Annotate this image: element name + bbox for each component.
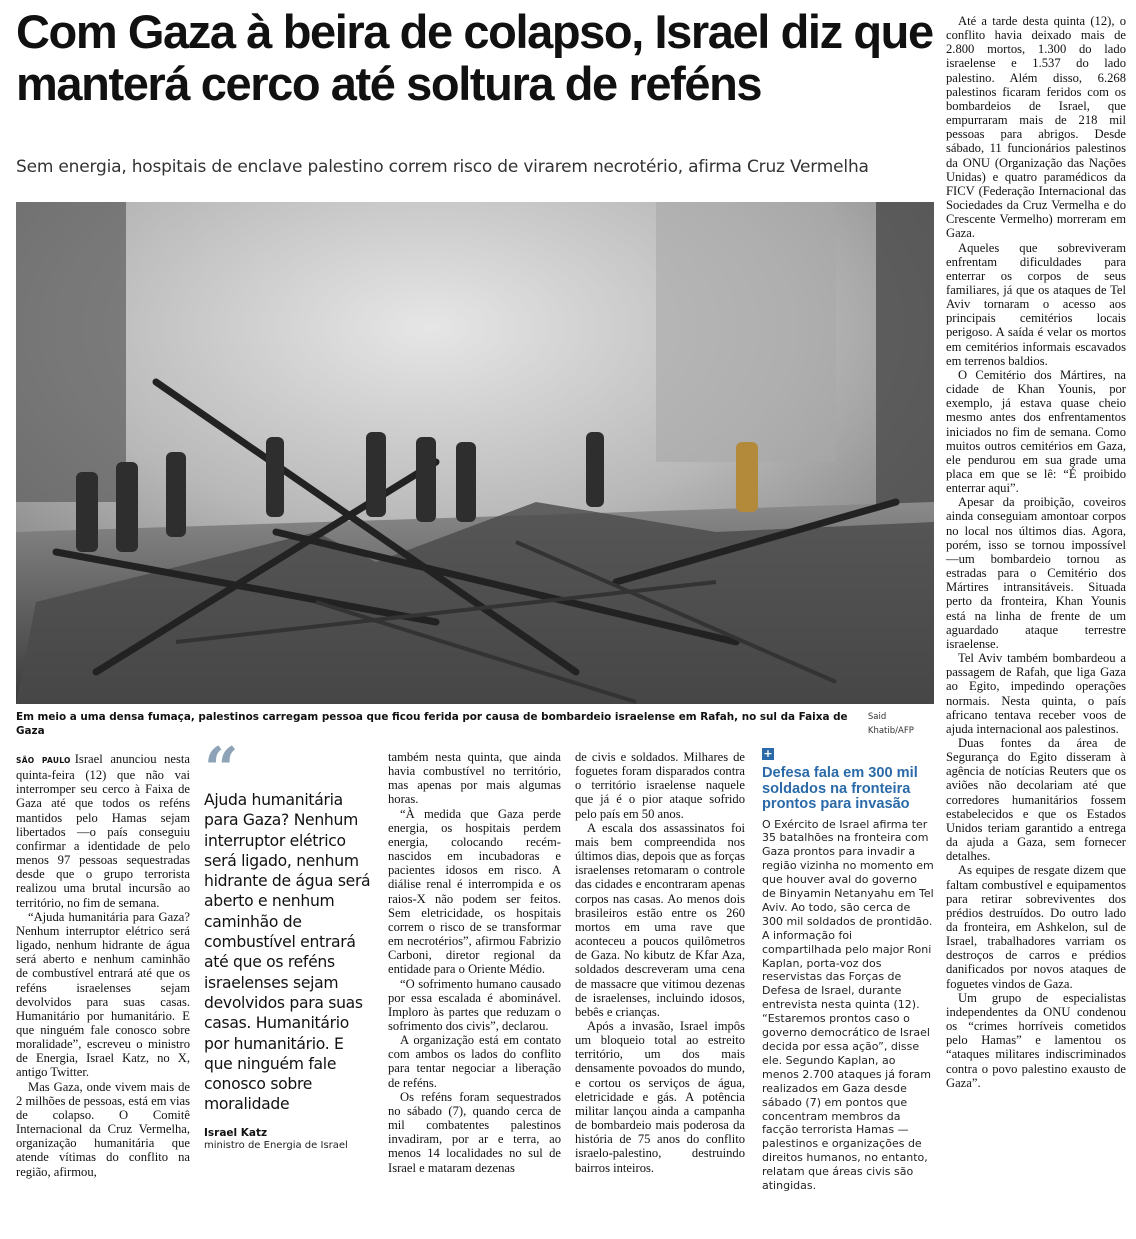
sidebar-box-body: O Exército de Israel afirma ter 35 batalhões na fronteira com Gaza prontos para invadir a região vizinha no momento em que houver aval do governo de Binyamin Netanyahu em Tel Aviv. Ao todo, são cerca de 300 mil soldados de prontidão. A informação foi compartilhada pelo major Roni Kaplan, porta-voz dos reservistas das Forças de Defesa de Israel, durante entrevista nesta quinta (12). “Estaremos prontos caso o governo democrático de Israel decida por essa ação”, disse ele. Segundo Kaplan, ao menos 2.700 ataques já foram realizados em Gaza desde sábado (7) em pontos que concentram membros da facção terrorista Hamas —palestinos e organizações de direitos humanos, no entanto, relatam que áreas civis são atingidas. <box>762 817 934 1193</box>
pull-quote-role: ministro de Energia de Israel <box>204 1139 348 1151</box>
sidebar-box <box>762 748 934 1193</box>
paragraph: Apesar da proibição, coveiros ainda conseguiam amontoar corpos no local nos últimos dias. Agora, porém, isso se tornou impossível —um bombardeio tornou as estradas para o Cemitério dos Mártires intransitáveis. Situada perto da fronteira, Khan Younis está na linha de frente de um aguardado ataque terrestre israelense. <box>946 495 1126 651</box>
article-column-4 <box>575 750 745 1175</box>
headline: Com Gaza à beira de colapso, Israel diz que manterá cerco até soltura de reféns <box>16 5 933 110</box>
paragraph: Mas Gaza, onde vivem mais de 2 milhões de pessoas, está em vias de colapso. O Comitê Internacional da Cruz Vermelha, organização humanitária que atende vítimas do conflito na região, afirmou, <box>16 1079 190 1179</box>
paragraph: Aqueles que sobreviveram enfrentam dificuldades para enterrar os corpos de seus familiares, já que os ataques de Tel Aviv tornaram o acesso aos principais cemitérios locais perigoso. A saída é velar os mortos em cemitérios informais escavados em terrenos baldios. <box>946 240 1126 368</box>
paragraph: Duas fontes da área de Segurança do Egito disseram à agência de notícias Reuters que os aviões não decolariam até que corredores humanitários fossem estabelecidos e que os Estados Unidos teriam garantido a entrega da ajuda a Gaza, sem fornecer detalhes. <box>946 735 1126 864</box>
quote-mark-icon: “ <box>204 735 239 805</box>
paragraph: As equipes de resgate dizem que faltam combustível e equipamentos para retirar sobreviventes dos prédios destruídos. Do outro lado da fronteira, em Ashkelon, sul de Israel, trabalhadores varriam os destroços de carros e prédios danificados por novos ataques de foguetes vindos de Gaza. <box>946 863 1126 991</box>
paragraph: O Cemitério dos Mártires, na cidade de Khan Younis, por exemplo, já estava quase cheio mesmo antes dos enfrentamentos iniciados no fim de semana. Como muitos outros cemitérios em Gaza, ele pendurou em sua grade uma placa em que se lê: “É proibido enterrar aqui”. <box>946 367 1126 496</box>
paragraph: “À medida que Gaza perde energia, os hospitais perdem energia, colocando recém-nascidos em incubadoras e pacientes idosos em risco. A diálise renal é interrompida e os raios-X não podem ser feitos. Sem eletricidade, os hospitais correm o risco de se transformar em necrotérios”, afirmou Fabrizio Carboni, diretor regional da entidade para o Oriente Médio. <box>388 806 561 977</box>
right-column <box>946 14 1126 1090</box>
caption-text: Em meio a uma densa fumaça, palestinos carregam pessoa que ficou ferida por causa de bombardeio israelense em Rafah, no sul da Faixa de Gaza <box>16 711 848 737</box>
lead-text: Israel anunciou nesta quinta-feira (12) que não vai interromper seu cerco à Faixa de Gaza até que todos os reféns mantidos pelo Hamas sejam libertados —o país conseguiu confirmar a identidade de pelo menos 97 pessoas sequestradas desde que o grupo terrorista realizou uma brutal incursão ao território, no fim de semana. <box>16 752 190 910</box>
paragraph: Os reféns foram sequestrados no sábado (7), quando cerca de mil combatentes palestinos invadiram, por ar e terra, ao menos 14 localidades no sul de Israel e mataram dezenas <box>388 1089 561 1175</box>
paragraph: também nesta quinta, que ainda havia combustível no território, mas apenas por mais algumas horas. <box>388 750 561 807</box>
article-column-3 <box>388 750 561 1175</box>
paragraph: A escala dos assassinatos foi mais bem compreendida nos últimos dias, depois que as forças israelenses retomaram o controle das cidades e encontraram apenas corpos nas casas. Ao menos dois brasileiros estão entre os 260 mortos em uma rave que aconteceu a poucos quilômetros de Gaza. No kibutz de Kfar Aza, soldados descreveram uma cena de massacre que vitimou dezenas de israelenses, incluindo idosos, bebês e crianças. <box>575 820 745 1019</box>
article-column-1 <box>16 752 190 1179</box>
paragraph: Após a invasão, Israel impôs um bloqueio total ao estreito território, um dos mais densamente povoados do mundo, e cortou os serviços de água, eletricidade e gás. A potência militar lançou ainda a campanha de bombardeio mais poderosa da história de 75 anos do conflito israelo-palestino, destruindo bairros inteiros. <box>575 1018 745 1175</box>
paragraph: A organização está em contato com ambos os lados do conflito para tentar negociar a liberação de reféns. <box>388 1033 561 1090</box>
lead-paragraph <box>16 752 190 910</box>
paragraph: “Ajuda humanitária para Gaza? Nenhum interruptor elétrico será ligado, nenhum hidrante de água será aberto e nenhum caminhão de combustível entrará até que os reféns israelenses sejam devolvidos para suas casas. Humanitário por humanitário. E que ninguém fale conosco sobre moralidade”, escreveu o ministro de Energia, Israel Katz, no X, antigo Twitter. <box>16 909 190 1080</box>
paragraph: de civis e soldados. Milhares de foguetes foram disparados contra o território israelense naquele que já é o pior ataque sofrido pelo país em 50 anos. <box>575 750 745 821</box>
plus-icon: + <box>763 747 773 760</box>
pull-quote-text: Ajuda humanitária para Gaza? Nenhum interruptor elétrico será ligado, nenhum hidrante de água será aberto e nenhum caminhão de combustível entrará até que os reféns israelenses sejam devolvidos para suas casas. Humanitário por humanitário. E que ninguém fale conosco sobre moralidade <box>204 791 371 1114</box>
subheadline: Sem energia, hospitais de enclave palestino correm risco de virarem necrotério, afirma Cruz Vermelha <box>16 157 869 177</box>
dateline: SÃO PAULO <box>16 756 71 765</box>
photo-credit: Said Khatib/AFP <box>867 712 914 736</box>
news-photo <box>16 202 934 704</box>
photo-caption <box>16 710 934 738</box>
paragraph: Até a tarde desta quinta (12), o conflito havia deixado mais de 2.800 mortos, 1.300 do lado israelense e 1.537 do lado palestino. Além disso, 6.268 palestinos ficaram feridos com os bombardeios de Israel, que empurraram mais de 218 mil pessoas para abrigos. Desde sábado, 11 funcionários palestinos da ONU (Organização das Nações Unidas) e quatro paramédicos da FICV (Federação Internacional das Sociedades da Cruz Vermelha e do Crescente Vermelho) morreram em Gaza. <box>946 14 1126 241</box>
paragraph: Um grupo de especialistas independentes da ONU condenou os “crimes horríveis cometidos pelo Hamas” e lamentou os “ataques militares indiscriminados contra o povo palestino exausto de Gaza”. <box>946 990 1126 1090</box>
paragraph: Tel Aviv também bombardeou a passagem de Rafah, que liga Gaza ao Egito, impedindo operações normais. Nesta quinta, o país africano tentava receber voos de ajuda internacional aos palestinos. <box>946 651 1126 736</box>
sidebar-box-title: Defesa fala em 300 mil soldados na fronteira prontos para invasão <box>762 765 918 812</box>
smoke-rubble-photo-illustration <box>16 202 934 704</box>
pull-quote-author: Israel Katz <box>204 1126 268 1139</box>
paragraph: “O sofrimento humano causado por essa escalada é abominável. Imploro às partes que reduzam o sofrimento dos civis”, declarou. <box>388 976 561 1033</box>
pull-quote <box>204 735 376 1153</box>
